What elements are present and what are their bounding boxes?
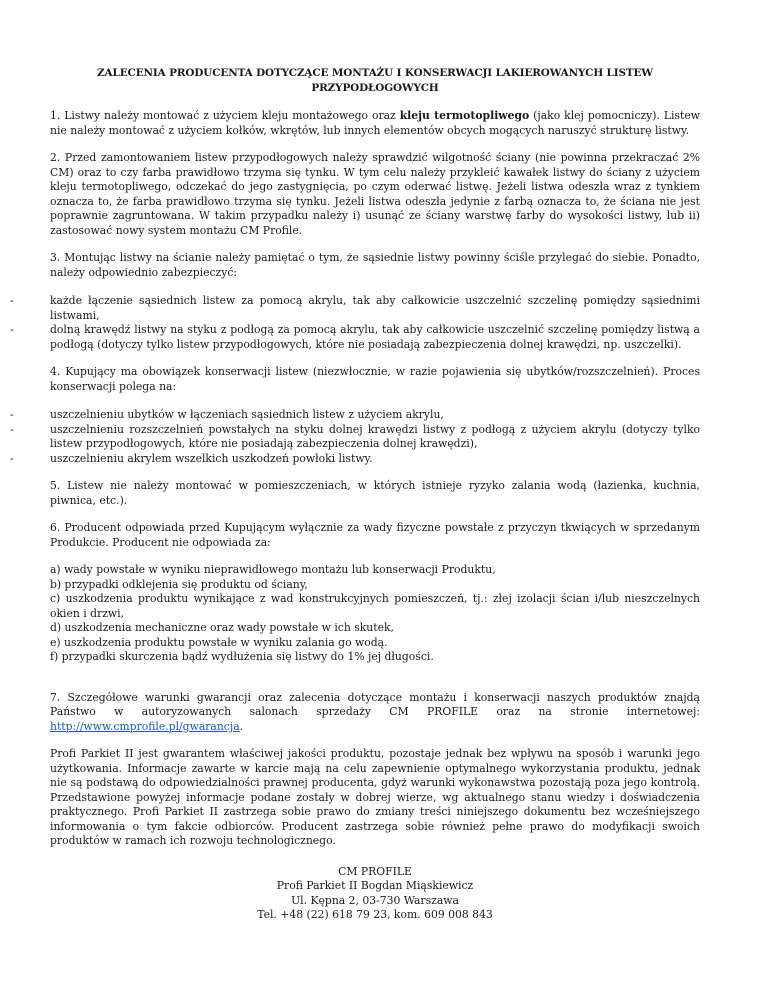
- paragraph-6: 6. Producent odpowiada przed Kupującym wyłącznie za wady fizyczne powstałe z przyczyn tkwiących w sprzedanym Produkcie. Producent nie odpowiada za:: [50, 521, 700, 549]
- list-item: a) wady powstałe w wyniku nieprawidłowego montażu lub konserwacji Produktu,: [50, 563, 496, 576]
- list-item: [10, 451, 700, 467]
- company-footer: [50, 865, 700, 923]
- warranty-link[interactable]: http://www.cmprofile.pl/gwarancja: [50, 719, 240, 733]
- footer-address: Ul. Kępna 2, 03-730 Warszawa: [291, 893, 459, 907]
- list-item: e) uszkodzenia produktu powstałe w wyniku zalania go wodą.: [50, 635, 388, 649]
- paragraph-5: 5. Listew nie należy montować w pomieszczeniach, w których istnieje ryzyko zalania wodą (łazienka, kuchnia, piwnica, etc.).: [50, 479, 700, 507]
- paragraph-7: [50, 691, 700, 735]
- paragraph-disclaimer: Profi Parkiet II jest gwarantem właściwej jakości produktu, pozostaje jednak bez wpływu na sposób i warunki jego użytkowania. Informacje zawarte w karcie mają na celu zapewnienie optymalnego wykorzystania produktu, jednak nie są podstawą do odpowiedzialności prawnej producenta, gdyż warunki wykonawstwa pozostają poza jego kontrolą. Przedstawione powyżej informacje podane zostały w dobrej wierze, wg aktualnego stanu wiedzy i doświadczenia praktycznego. Profi Parkiet II zastrzega sobie prawo do zmiany treści niniejszego dokumentu bez wcześniejszego informowania o tym fakcie odbiorców. Producent zastrzega sobie również pełne prawo do modyfikacji swoich produktów w ramach ich rozwoju technologicznego.: [50, 747, 700, 847]
- list-6: [50, 563, 700, 665]
- list-item: b) przypadki odklejenia się produktu od ściany,: [50, 577, 308, 591]
- paragraph-2: 2. Przed zamontowaniem listew przypodłogowych należy sprawdzić wilgotność ściany (nie powinna przekraczać 2% CM) oraz to czy farba prawidłowo trzyma się tynku. W tym celu należy przykleić kawałek listwy do ściany z użyciem kleju termotopliwego, odczekać do jego zastygnięcia, po czym oderwać listwę. Jeżeli listwa odeszła wraz z tynkiem oznacza to, że farba prawidłowo trzyma się tynku. Jeżeli listwa odeszła jedynie z farbą oznacza to, że ściana nie jest poprawnie zagruntowana. W takim przypadku należy i) usunąć ze ściany warstwę farby do wysokości listwy, lub ii) zastosować nowy system montażu CM Profile.: [50, 151, 700, 237]
- dash-bullet: -: [10, 422, 14, 436]
- list-item: [10, 408, 700, 423]
- list-item-text: uszczelnieniu ubytków w łączeniach sąsiednich listew z użyciem akrylu,: [50, 408, 444, 421]
- paragraph-4: 4. Kupujący ma obowiązek konserwacji listew (niezwłocznie, w razie pojawienia się ubytków/rozszczelnień). Proces konserwacji polega na:: [50, 365, 700, 393]
- list-4: [10, 408, 700, 466]
- list-item-text: uszczelnieniu rozszczelnień powstałych na styku dolnej krawędzi listwy z podłogą z użyciem akrylu (dotyczy tylko listew przypodłogowych, które nie posiadają zabezpieczenia dolnej krawędzi),: [50, 422, 700, 450]
- paragraph-3: 3. Montując listwy na ścianie należy pamiętać o tym, że sąsiednie listwy powinny ściśle przylegać do siebie. Ponadto, należy odpowiednio zabezpieczyć:: [50, 251, 700, 279]
- list-item: [10, 422, 700, 452]
- footer-phone: Tel. +48 (22) 618 79 23, kom. 609 008 843: [257, 908, 493, 921]
- paragraph-1-text-start: 1. Listwy należy montować z użyciem kleju montażowego oraz: [50, 109, 400, 122]
- dash-bullet: -: [10, 451, 14, 465]
- list-item: f) przypadki skurczenia bądź wydłużenia się listwy do 1% jej długości.: [50, 650, 434, 663]
- list-item: [10, 323, 700, 352]
- dash-bullet: -: [10, 408, 14, 421]
- document-body: [10, 66, 701, 923]
- list-item: c) uszkodzenia produktu wynikające z wad konstrukcyjnych pomieszczeń, tj.: złej izolacji ścian i/lub nieszczelnych okien i drzwi,: [50, 592, 700, 620]
- list-item-text: uszczelnieniu akrylem wszelkich uszkodzeń powłoki listwy.: [50, 451, 373, 465]
- paragraph-7-text: 7. Szczegółowe warunki gwarancji oraz zalecenia dotyczące montażu i konserwacji naszych produktów znajdą Państwo w autoryzowanych salonach sprzedaży CM PROFILE oraz na stronie internetowej:: [50, 690, 700, 718]
- footer-company-name: CM PROFILE: [338, 864, 412, 878]
- list-item: [10, 294, 700, 323]
- spacer: [50, 678, 700, 691]
- list-3: [10, 294, 700, 352]
- paragraph-7-end: .: [239, 719, 244, 733]
- paragraph-1: [50, 109, 700, 138]
- list-item-text: dolną krawędź listwy na styku z podłogą za pomocą akrylu, tak aby całkowicie uszczelnić szczelinę pomiędzy listwą a podłogą (dotyczy tylko listew przypodłogowych, które nie posiadają zabezpieczenia dolnej krawędzi, np. uszczelki).: [50, 323, 700, 351]
- dash-bullet: -: [10, 294, 14, 307]
- paragraph-1-bold: kleju termotopliwego: [399, 109, 530, 122]
- list-item: d) uszkodzenia mechaniczne oraz wady powstałe w ich skutek,: [50, 621, 394, 634]
- footer-company-owner: Profi Parkiet II Bogdan Miąskiewicz: [276, 879, 474, 892]
- dash-bullet: -: [10, 323, 14, 336]
- paragraph-1-text-end: (jako klej pomocniczy). Listew nie należy montować z użyciem kołków, wkrętów, lub innych elementów obcych mogących naruszyć strukturę listwy.: [50, 109, 701, 137]
- document-title: ZALECENIA PRODUCENTA DOTYCZĄCE MONTAŻU I KONSERWACJI LAKIEROWANYCH LISTEW PRZYPODŁOGOWYCH: [97, 67, 653, 94]
- list-item-text: każde łączenie sąsiednich listew za pomocą akrylu, tak aby całkowicie uszczelnić szczelinę pomiędzy sąsiednimi listwami,: [50, 294, 700, 322]
